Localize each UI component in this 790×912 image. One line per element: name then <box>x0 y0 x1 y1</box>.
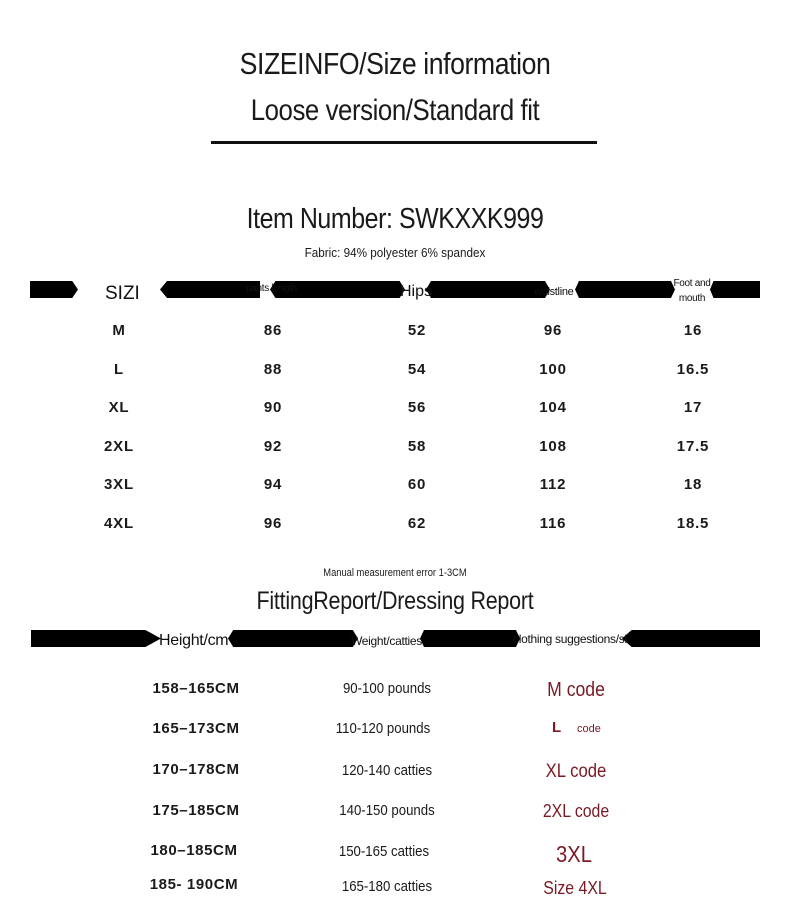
size-cell: 4XL <box>104 515 134 532</box>
length-cell: 90 <box>263 399 283 416</box>
col-header-size: SIZI <box>105 283 140 304</box>
waist-cell: 112 <box>539 476 567 493</box>
page-subtitle: Loose version/Standard fit <box>250 94 540 127</box>
foot-cell: 17.5 <box>676 438 710 455</box>
item-number: Item Number: SWKXXK999 <box>246 203 544 235</box>
height-cell: 185- 190CM <box>149 876 239 893</box>
col-header-weight: Weight/catties <box>351 634 422 648</box>
header-bar <box>228 630 358 647</box>
weight-cell: 90-100 pounds <box>342 680 432 697</box>
suggestion-cell: 2XL code <box>542 801 610 821</box>
waist-cell: 100 <box>539 361 567 378</box>
header-bar <box>575 281 675 298</box>
header-bar <box>420 630 520 647</box>
length-cell: 96 <box>263 515 283 532</box>
header-bar <box>622 630 760 647</box>
suggestion-cell: Size 4XL <box>543 878 607 898</box>
hips-cell: 54 <box>407 361 427 378</box>
col-header-height: Height/cm <box>159 632 229 649</box>
hips-cell: 62 <box>407 515 427 532</box>
header-bar <box>710 281 760 298</box>
header-bar <box>426 281 550 298</box>
foot-cell: 16 <box>683 322 703 339</box>
waist-cell: 96 <box>543 322 563 339</box>
page-title: SIZEINFO/Size information <box>239 46 551 81</box>
suggestion-code: code <box>577 723 601 735</box>
measurement-error-note: Manual measurement error 1-3CM <box>323 567 467 579</box>
size-cell: M <box>112 322 126 339</box>
waist-cell: 108 <box>539 438 567 455</box>
size-cell: 3XL <box>104 476 134 493</box>
length-cell: 94 <box>263 476 283 493</box>
length-cell: 88 <box>263 361 283 378</box>
waist-cell: 104 <box>539 399 567 416</box>
suggestion-cell: XL code <box>545 761 607 782</box>
weight-cell: 165-180 catties <box>341 878 433 895</box>
fitting-report-title: FittingReport/Dressing Report <box>256 587 534 615</box>
hips-cell: 60 <box>407 476 427 493</box>
length-cell: 92 <box>263 438 283 455</box>
foot-cell: 18.5 <box>676 515 710 532</box>
title-divider <box>211 141 597 144</box>
height-cell: 170–178CM <box>152 761 240 778</box>
header-bar <box>31 630 161 647</box>
foot-cell: 17 <box>683 399 703 416</box>
weight-cell: 140-150 pounds <box>339 802 435 819</box>
header-bar <box>30 281 78 298</box>
suggestion-cell: 3XL <box>555 841 593 867</box>
col-header-waistline: waistline <box>534 286 574 298</box>
col-header-pants-length: pants length <box>246 283 297 294</box>
hips-cell: 58 <box>407 438 427 455</box>
header-bar <box>160 281 260 298</box>
weight-cell: 110-120 pounds <box>335 720 431 737</box>
foot-cell: 16.5 <box>676 361 710 378</box>
suggestion-cell: M code <box>547 679 605 701</box>
size-cell: XL <box>108 399 130 416</box>
col-header-hips: Hips <box>400 283 433 300</box>
col-header-mouth: mouth <box>678 293 706 304</box>
foot-cell: 18 <box>683 476 703 493</box>
hips-cell: 52 <box>407 322 427 339</box>
col-header-suggestion: clothing suggestions/si <box>513 632 627 646</box>
size-cell: 2XL <box>104 438 134 455</box>
waist-cell: 116 <box>539 515 567 532</box>
height-cell: 158–165CM <box>152 680 240 697</box>
weight-cell: 120-140 catties <box>341 762 433 779</box>
weight-cell: 150-165 catties <box>338 843 430 860</box>
size-cell: L <box>114 361 124 378</box>
col-header-foot: Foot and <box>673 278 711 289</box>
length-cell: 86 <box>263 322 283 339</box>
fabric-info: Fabric: 94% polyester 6% spandex <box>304 245 486 260</box>
hips-cell: 56 <box>407 399 427 416</box>
height-cell: 165–173CM <box>152 720 240 737</box>
height-cell: 180–185CM <box>150 842 238 859</box>
height-cell: 175–185CM <box>152 802 240 819</box>
suggestion-size: L <box>552 719 562 736</box>
